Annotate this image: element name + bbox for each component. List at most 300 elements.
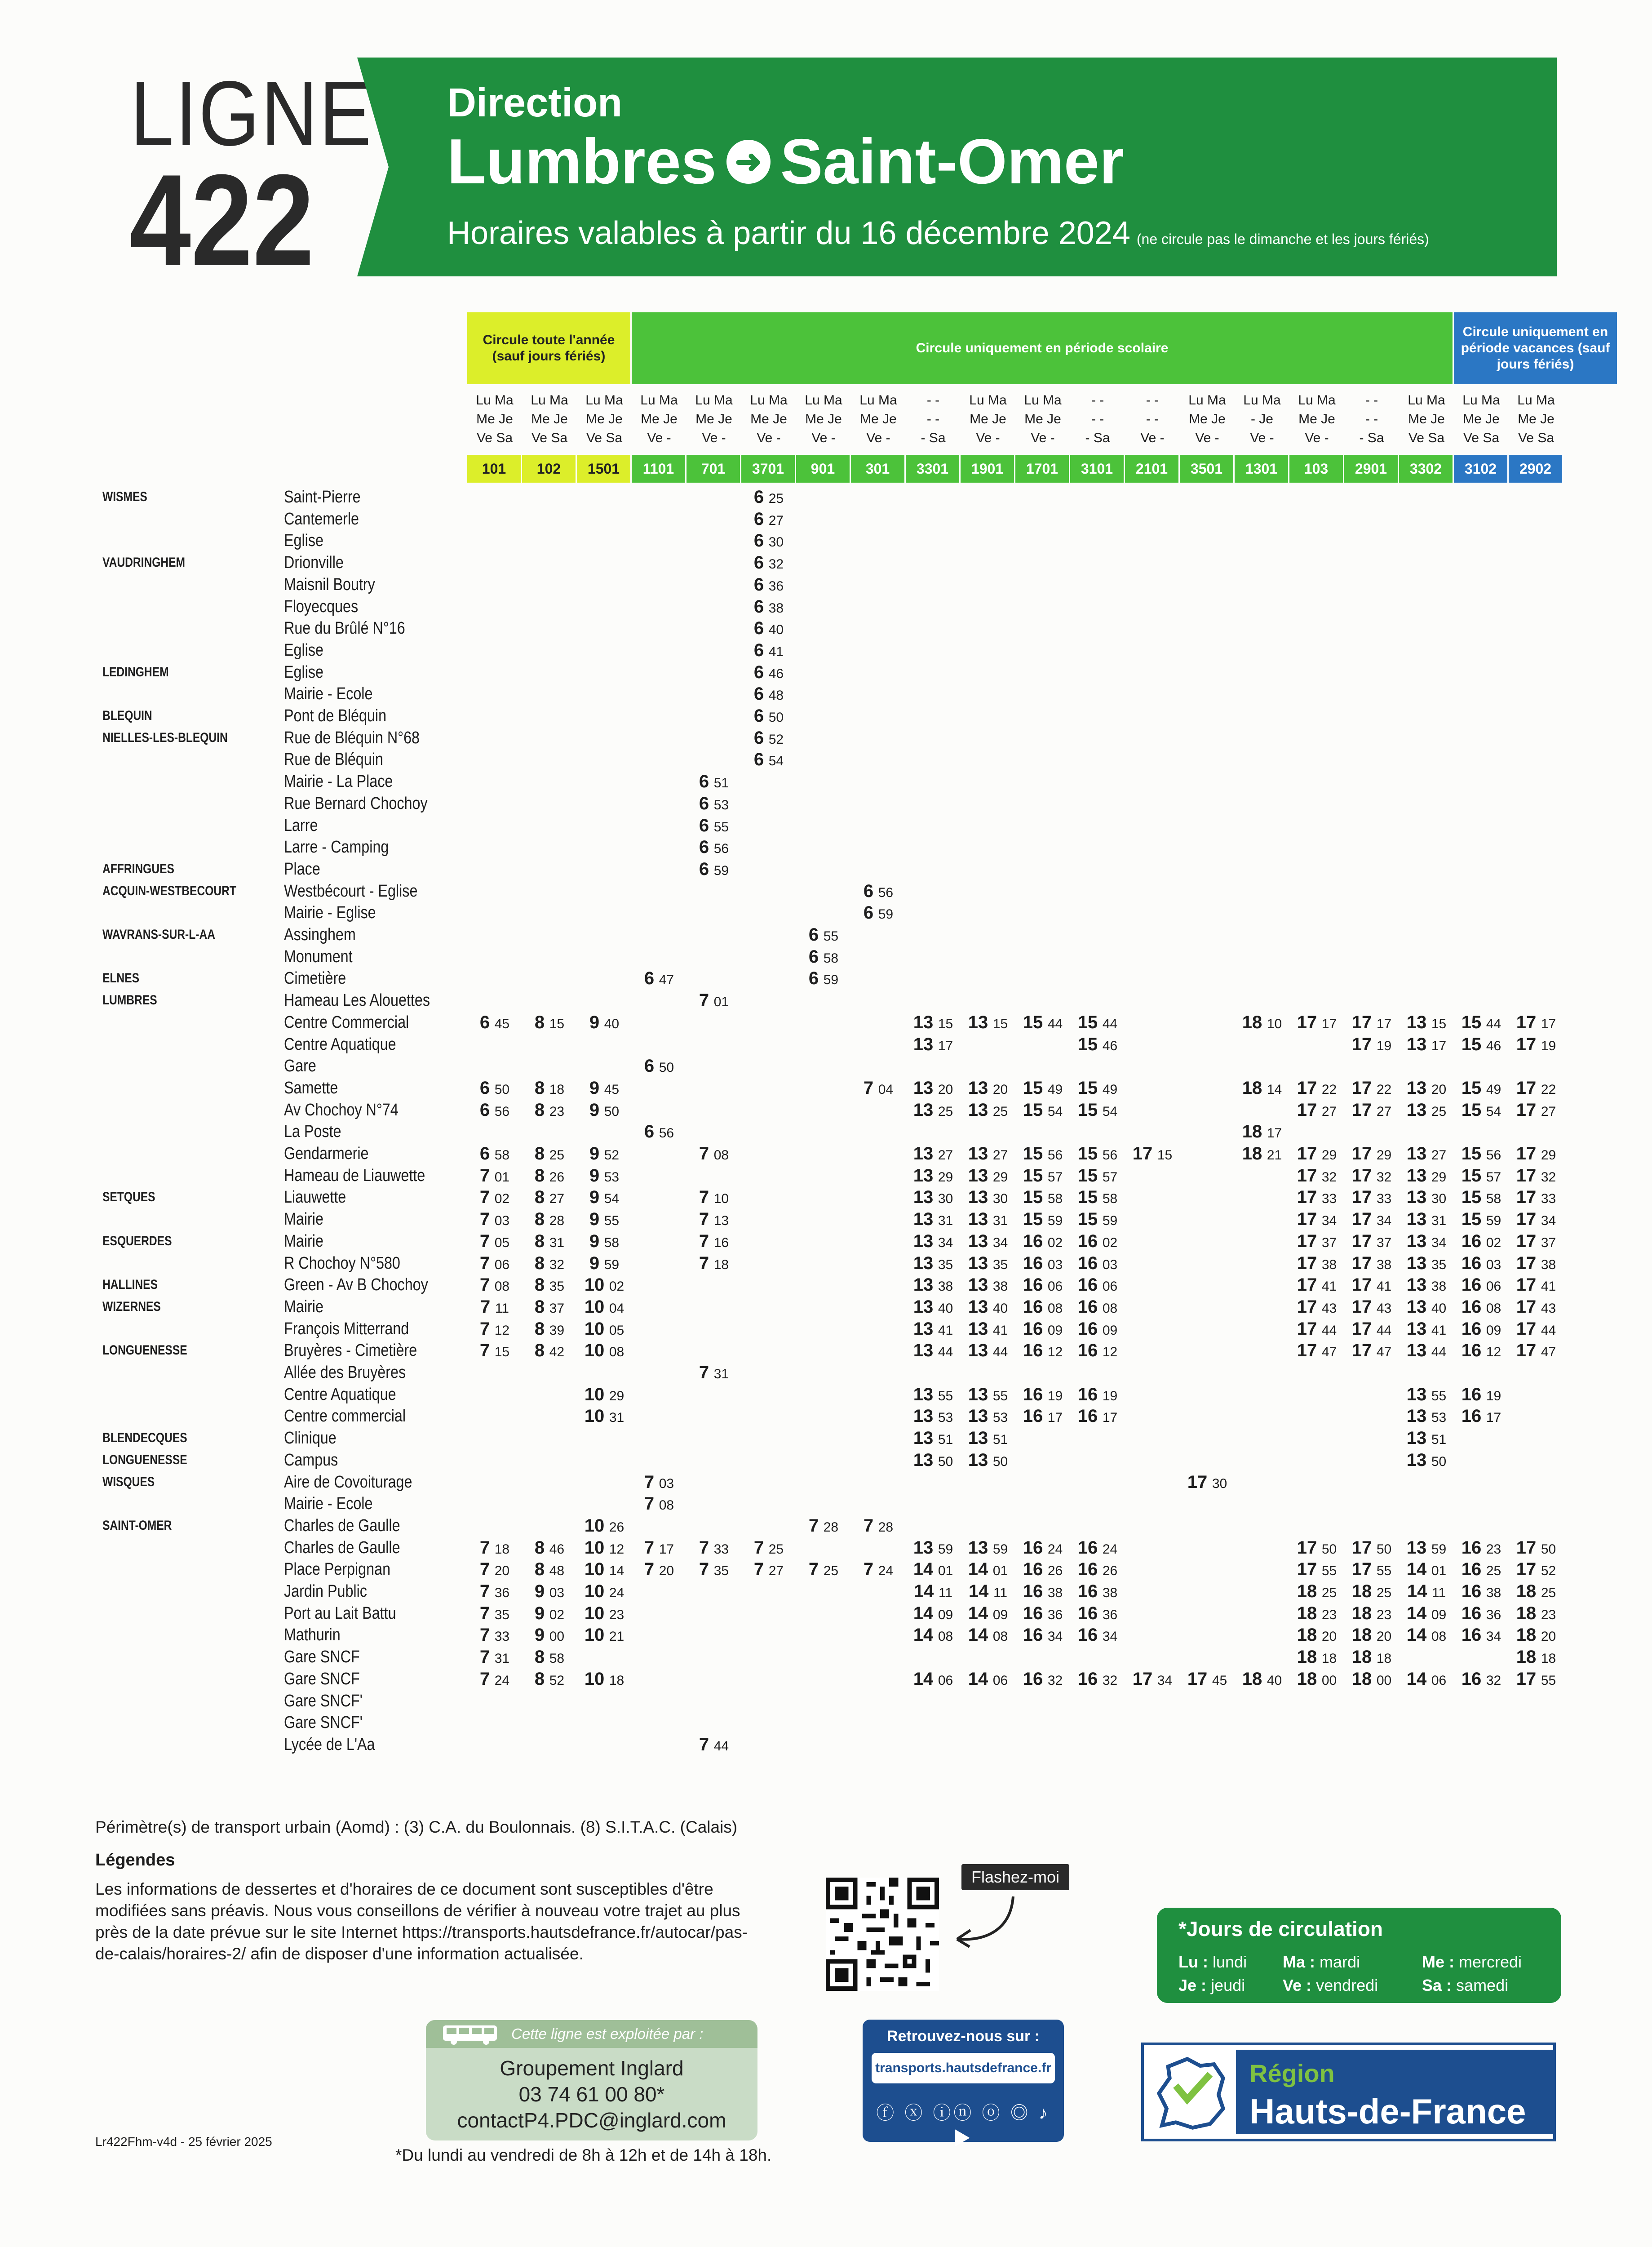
time-cell: 17 22 [1516, 1078, 1556, 1098]
commune-name: WISQUES [102, 1474, 155, 1489]
time-cell: 7 08 [644, 1494, 674, 1514]
time-cell: 9 02 [534, 1603, 565, 1623]
column-number: 103 [1289, 455, 1344, 483]
stop-name: Centre Aquatique [284, 1035, 396, 1054]
time-cell: 10 23 [584, 1603, 624, 1623]
france-map-icon [1153, 2055, 1229, 2132]
time-cell: 16 32 [1023, 1669, 1063, 1689]
time-cell: 17 32 [1297, 1165, 1337, 1186]
perimetre-text: Périmètre(s) de transport urbain (Aomd) : (3) C.A. du Boulonnais. (8) S.I.T.A.C. (Calais) [95, 1818, 738, 1836]
time-cell: 10 04 [584, 1297, 624, 1317]
time-cell: 16 03 [1461, 1253, 1501, 1273]
time-cell: 10 08 [584, 1341, 624, 1361]
time-cell: 8 48 [534, 1559, 565, 1580]
time-cell: 14 06 [913, 1669, 953, 1689]
time-cell: 18 40 [1242, 1669, 1282, 1689]
time-cell: 13 35 [913, 1253, 953, 1273]
time-cell: 17 50 [1516, 1537, 1556, 1558]
column-days: Lu Ma Me Je Ve Sa [1462, 393, 1500, 445]
time-cell: 8 52 [534, 1669, 565, 1689]
time-cell: 17 37 [1351, 1231, 1392, 1251]
commune-name: LONGUENESSE [102, 1452, 187, 1467]
time-cell: 17 43 [1297, 1297, 1337, 1317]
time-cell: 8 23 [534, 1100, 565, 1120]
time-cell: 7 18 [699, 1253, 729, 1273]
time-cell: 17 43 [1516, 1297, 1556, 1317]
time-cell: 16 02 [1023, 1231, 1063, 1251]
jour-name: samedi [1456, 1976, 1509, 1994]
column-number: 3701 [741, 455, 796, 483]
column-days: Lu Ma Me Je Ve - [750, 393, 788, 445]
jour-abbr: Lu : [1178, 1953, 1208, 1971]
time-cell: 7 31 [699, 1363, 729, 1382]
column-days: - - - - Ve - [1140, 393, 1165, 445]
time-cell: 15 56 [1077, 1144, 1118, 1163]
column-days: Lu Ma - Je Ve - [1243, 393, 1281, 445]
time-cell: 6 36 [753, 574, 784, 595]
time-cell: 13 59 [968, 1537, 1008, 1558]
time-cell: 17 44 [1351, 1319, 1392, 1339]
time-cell: 17 41 [1516, 1275, 1556, 1295]
direction-label: Direction [447, 80, 623, 125]
time-cell: 6 50 [479, 1078, 510, 1098]
time-cell: 15 56 [1023, 1144, 1063, 1163]
stop-name: Larre [284, 816, 318, 835]
jour-entry [1283, 1976, 1378, 1995]
time-cell: 17 38 [1297, 1253, 1337, 1273]
stop-name: Mairie - Ecole [284, 1494, 373, 1514]
time-cell: 9 52 [589, 1144, 620, 1163]
time-cell: 16 36 [1077, 1603, 1118, 1623]
stop-name: Eglise [284, 662, 323, 682]
time-cell: 17 17 [1297, 1012, 1337, 1032]
time-cell: 10 05 [584, 1319, 624, 1339]
stop-name: Gare SNCF' [284, 1713, 363, 1732]
time-cell: 13 27 [968, 1144, 1008, 1163]
time-cell: 7 44 [699, 1734, 729, 1754]
time-cell: 6 46 [753, 662, 784, 682]
operator-intro: Cette ligne est exploitée par : [511, 2025, 704, 2042]
stop-name: Eglise [284, 531, 323, 551]
column-days: Lu Ma Me Je Ve Sa [585, 393, 623, 445]
time-cell: 15 44 [1023, 1012, 1063, 1032]
time-cell: 7 31 [479, 1647, 510, 1667]
time-cell: 9 53 [589, 1165, 620, 1186]
time-cell: 9 45 [589, 1078, 620, 1098]
time-cell: 18 14 [1242, 1078, 1282, 1098]
time-cell: 18 20 [1297, 1625, 1337, 1645]
time-cell: 13 31 [968, 1209, 1008, 1230]
time-cell: 6 56 [479, 1100, 510, 1120]
time-cell: 16 09 [1077, 1319, 1118, 1339]
time-cell: 17 37 [1516, 1231, 1556, 1251]
time-cell: 17 41 [1351, 1275, 1392, 1295]
time-cell: 18 17 [1242, 1122, 1282, 1142]
column-days: Lu Ma Me Je Ve - [859, 393, 897, 445]
time-cell: 10 12 [584, 1537, 624, 1558]
time-cell: 16 12 [1461, 1341, 1501, 1361]
column-number: 2101 [1125, 455, 1180, 483]
stop-name: Maisnil Boutry [284, 575, 375, 594]
time-cell: 17 52 [1516, 1559, 1556, 1580]
time-cell: 16 03 [1023, 1253, 1063, 1273]
time-cell: 7 08 [479, 1275, 510, 1295]
time-cell: 18 23 [1516, 1603, 1556, 1623]
time-cell: 9 58 [589, 1231, 620, 1251]
jour-name: lundi [1213, 1953, 1247, 1971]
jour-name: vendredi [1316, 1976, 1378, 1994]
commune-name: ELNES [102, 971, 140, 986]
time-cell: 15 57 [1461, 1165, 1501, 1186]
time-cell: 13 41 [968, 1319, 1008, 1339]
column-days: Lu Ma Me Je Ve - [1024, 393, 1062, 445]
time-cell: 9 55 [589, 1209, 620, 1230]
time-cell: 14 06 [1406, 1669, 1447, 1689]
time-cell: 7 03 [479, 1209, 510, 1230]
service-band-0: Circule toute l'année (sauf jours fériés) [467, 312, 632, 384]
stop-name: Port au Lait Battu [284, 1603, 396, 1623]
time-cell: 16 26 [1023, 1559, 1063, 1580]
jour-entry [1422, 1953, 1522, 1972]
website-link[interactable]: transports.hautsdefrance.fr [872, 2053, 1055, 2083]
time-cell: 7 06 [479, 1253, 510, 1273]
time-cell: 16 09 [1023, 1319, 1063, 1339]
social-title: Retrouvez-nous sur : [886, 2028, 1040, 2045]
time-cell: 7 01 [699, 990, 729, 1011]
stop-name: Rue de Bléquin [284, 750, 383, 769]
commune-name: BLENDECQUES [102, 1430, 187, 1446]
validity-date: Horaires valables à partir du 16 décembre 2024 [447, 215, 1130, 251]
time-cell: 16 25 [1461, 1559, 1501, 1580]
time-cell: 16 12 [1023, 1341, 1063, 1361]
time-cell: 17 32 [1516, 1165, 1556, 1186]
jour-abbr: Me : [1422, 1953, 1454, 1971]
stop-name: Mairie [284, 1231, 323, 1251]
time-cell: 14 01 [1406, 1559, 1447, 1580]
commune-name: LUMBRES [102, 993, 157, 1008]
time-cell: 17 47 [1351, 1341, 1392, 1361]
time-cell: 17 44 [1516, 1319, 1556, 1339]
time-cell: 6 59 [699, 859, 729, 879]
social-box [863, 2020, 1064, 2149]
time-cell: 16 38 [1023, 1581, 1063, 1601]
curved-arrow-icon [952, 1892, 1020, 1950]
time-cell: 16 09 [1461, 1319, 1501, 1339]
time-cell: 13 44 [1406, 1341, 1447, 1361]
line-number: 422 [129, 147, 314, 293]
time-cell: 16 08 [1077, 1297, 1118, 1317]
stop-name: Westbécourt - Eglise [284, 881, 418, 901]
region-logo [1141, 2043, 1556, 2141]
column-days: - - - - - Sa [921, 393, 946, 445]
time-cell: 9 59 [589, 1253, 620, 1273]
jour-abbr: Je : [1178, 1976, 1207, 1994]
jour-name: mardi [1320, 1953, 1360, 1971]
time-cell: 17 44 [1297, 1319, 1337, 1339]
time-cell: 18 25 [1516, 1581, 1556, 1601]
time-cell: 15 54 [1461, 1100, 1501, 1120]
stop-name: Centre commercial [284, 1407, 406, 1426]
time-cell: 13 25 [1406, 1100, 1447, 1120]
time-cell: 18 18 [1297, 1647, 1337, 1667]
time-cell: 10 21 [584, 1625, 624, 1645]
time-cell: 17 33 [1351, 1187, 1392, 1208]
time-cell: 7 25 [808, 1559, 839, 1580]
time-cell: 13 31 [913, 1209, 953, 1230]
time-cell: 14 11 [968, 1581, 1008, 1601]
time-cell: 13 55 [968, 1384, 1008, 1404]
line-label: LIGNE [130, 62, 373, 165]
time-cell: 7 33 [699, 1537, 729, 1558]
jours-title: *Jours de circulation [1178, 1917, 1383, 1941]
stop-name: Clinique [284, 1429, 337, 1448]
time-cell: 6 45 [479, 1012, 510, 1032]
stop-name: Rue Bernard Chochoy [284, 794, 428, 813]
time-cell: 16 26 [1077, 1559, 1118, 1580]
time-cell: 6 55 [808, 925, 839, 945]
time-cell: 17 30 [1187, 1472, 1227, 1492]
jour-abbr: Sa : [1422, 1976, 1452, 1994]
column-days: Lu Ma Me Je Ve Sa [476, 393, 514, 445]
time-cell: 6 54 [753, 750, 784, 770]
column-days: Lu Ma Me Je Ve - [805, 393, 842, 445]
hours-note: *Du lundi au vendredi de 8h à 12h et de 14h à 18h. [395, 2146, 772, 2164]
time-cell: 6 59 [863, 903, 894, 923]
column-number: 3301 [906, 455, 961, 483]
time-cell: 16 06 [1023, 1275, 1063, 1295]
time-cell: 15 49 [1077, 1078, 1118, 1098]
time-cell: 13 40 [968, 1297, 1008, 1317]
time-cell: 13 53 [968, 1406, 1008, 1426]
time-cell: 13 50 [968, 1450, 1008, 1470]
time-cell: 16 17 [1077, 1406, 1118, 1426]
time-cell: 13 27 [1406, 1144, 1447, 1163]
time-cell: 7 11 [480, 1297, 509, 1317]
time-cell: 13 38 [913, 1275, 953, 1295]
time-cell: 16 02 [1077, 1231, 1118, 1251]
time-cell: 17 27 [1351, 1100, 1392, 1120]
time-cell: 10 02 [584, 1275, 624, 1295]
time-cell: 17 55 [1351, 1559, 1392, 1580]
time-cell: 13 51 [968, 1428, 1008, 1448]
column-number: 102 [522, 455, 577, 483]
time-cell: 10 18 [584, 1669, 624, 1689]
commune-name: SAINT-OMER [102, 1518, 172, 1533]
time-cell: 7 12 [479, 1319, 510, 1339]
time-cell: 10 31 [584, 1406, 624, 1426]
time-cell: 13 25 [968, 1100, 1008, 1120]
legendes-title: Légendes [95, 1851, 175, 1870]
stop-name: Place Perpignan [284, 1560, 391, 1579]
jour-abbr: Ma : [1283, 1953, 1315, 1971]
operator-box [426, 2020, 757, 2140]
time-cell: 17 50 [1351, 1537, 1392, 1558]
time-cell: 15 54 [1077, 1100, 1118, 1120]
time-cell: 17 34 [1351, 1209, 1392, 1230]
operator-name: Groupement Inglard [500, 2056, 684, 2080]
time-cell: 13 55 [1406, 1384, 1447, 1404]
time-cell: 17 38 [1516, 1253, 1556, 1273]
time-cell: 15 49 [1461, 1078, 1501, 1098]
qr-code-icon[interactable] [826, 1878, 939, 1991]
validity-note: (ne circule pas le dimanche et les jours fériés) [1136, 231, 1429, 247]
time-cell: 16 19 [1461, 1384, 1501, 1404]
time-cell: 7 04 [863, 1078, 894, 1098]
time-cell: 6 53 [699, 793, 729, 813]
time-cell: 13 51 [1406, 1428, 1447, 1448]
time-cell: 17 45 [1187, 1669, 1227, 1689]
time-cell: 15 59 [1023, 1209, 1063, 1230]
time-cell: 17 47 [1297, 1341, 1337, 1361]
time-cell: 8 26 [534, 1165, 565, 1186]
time-cell: 13 38 [968, 1275, 1008, 1295]
time-cell: 10 29 [584, 1384, 624, 1404]
time-cell: 16 32 [1461, 1669, 1501, 1689]
time-cell: 8 31 [534, 1231, 565, 1251]
time-cell: 13 34 [913, 1231, 953, 1251]
time-cell: 14 09 [968, 1603, 1008, 1623]
time-cell: 13 40 [913, 1297, 953, 1317]
column-days: Lu Ma Me Je Ve Sa [1517, 393, 1555, 445]
time-cell: 17 33 [1297, 1187, 1337, 1208]
time-cell: 13 27 [913, 1144, 953, 1163]
stop-name: François Mitterrand [284, 1319, 409, 1338]
time-cell: 17 22 [1351, 1078, 1392, 1098]
time-cell: 16 24 [1077, 1537, 1118, 1558]
commune-name: LONGUENESSE [102, 1343, 187, 1358]
time-cell: 17 33 [1516, 1187, 1556, 1208]
time-cell: 7 24 [863, 1559, 894, 1580]
time-cell: 13 30 [968, 1187, 1008, 1208]
time-cell: 16 24 [1023, 1537, 1063, 1558]
time-cell: 7 28 [808, 1515, 839, 1536]
column-number: 2902 [1509, 455, 1563, 483]
time-cell: 13 50 [913, 1450, 953, 1470]
column-days: Lu Ma Me Je Ve Sa [531, 393, 568, 445]
stop-name: Green - Av B Chochoy [284, 1275, 428, 1295]
time-cell: 14 01 [968, 1559, 1008, 1580]
time-cell: 17 34 [1132, 1669, 1173, 1689]
operator-email[interactable]: contactP4.PDC@inglard.com [457, 2109, 726, 2132]
stop-name: Centre Aquatique [284, 1385, 396, 1404]
jour-entry [1178, 1953, 1247, 1972]
time-cell: 18 00 [1351, 1669, 1392, 1689]
column-number: 1501 [577, 455, 632, 483]
time-cell: 14 09 [1406, 1603, 1447, 1623]
time-cell: 13 41 [913, 1319, 953, 1339]
column-number: 3501 [1180, 455, 1235, 483]
time-cell: 6 50 [644, 1056, 674, 1076]
stop-name: Centre Commercial [284, 1012, 409, 1032]
time-cell: 15 54 [1023, 1100, 1063, 1120]
column-number: 901 [796, 455, 851, 483]
time-cell: 13 29 [913, 1165, 953, 1186]
stop-name: R Chochoy N°580 [284, 1253, 400, 1273]
time-cell: 6 56 [863, 881, 894, 901]
time-cell: 8 42 [534, 1341, 565, 1361]
time-cell: 15 46 [1461, 1034, 1501, 1054]
time-cell: 15 46 [1077, 1034, 1118, 1054]
time-cell: 6 48 [753, 684, 784, 704]
stop-name: Campus [284, 1450, 338, 1470]
time-cell: 6 41 [753, 640, 784, 660]
time-cell: 9 00 [534, 1625, 565, 1645]
time-cell: 6 51 [699, 772, 729, 792]
column-days: Lu Ma Me Je Ve - [640, 393, 678, 445]
time-cell: 6 32 [753, 553, 784, 573]
time-cell: 7 20 [479, 1559, 510, 1580]
time-cell: 16 06 [1461, 1275, 1501, 1295]
time-cell: 14 06 [968, 1669, 1008, 1689]
time-cell: 15 59 [1461, 1209, 1501, 1230]
time-cell: 17 55 [1516, 1669, 1556, 1689]
time-cell: 6 56 [644, 1122, 674, 1142]
stop-name: Charles de Gaulle [284, 1538, 400, 1557]
time-cell: 13 35 [968, 1253, 1008, 1273]
social-icons[interactable]: ⓕ ⓧ ⓘⓝ ⓞ ◎ ♪ ▶ [876, 2103, 1050, 2149]
time-cell: 17 34 [1516, 1209, 1556, 1230]
time-cell: 16 19 [1077, 1384, 1118, 1404]
time-cell: 9 40 [589, 1012, 620, 1032]
time-cell: 6 56 [699, 837, 729, 857]
column-days: - - - - - Sa [1085, 393, 1110, 445]
time-cell: 7 35 [479, 1603, 510, 1623]
time-cell: 8 27 [534, 1187, 565, 1208]
column-number: 701 [686, 455, 741, 483]
time-cell: 10 24 [584, 1581, 624, 1601]
time-cell: 7 08 [699, 1144, 729, 1163]
time-cell: 17 50 [1297, 1537, 1337, 1558]
time-cell: 6 27 [753, 509, 784, 529]
stop-name: Samette [284, 1078, 338, 1097]
time-cell: 9 03 [534, 1581, 565, 1601]
stop-name: Allée des Bruyères [284, 1363, 406, 1382]
time-cell: 17 29 [1516, 1144, 1556, 1163]
time-cell: 17 29 [1297, 1144, 1337, 1163]
column-number: 1301 [1235, 455, 1289, 483]
time-cell: 8 46 [534, 1537, 565, 1558]
time-cell: 7 24 [479, 1669, 510, 1689]
time-cell: 18 18 [1516, 1647, 1556, 1667]
commune-name: WISMES [102, 489, 147, 504]
time-cell: 15 57 [1077, 1165, 1118, 1186]
time-cell: 15 58 [1023, 1187, 1063, 1208]
time-cell: 7 20 [644, 1559, 674, 1580]
time-cell: 8 39 [534, 1319, 565, 1339]
time-cell: 13 30 [913, 1187, 953, 1208]
time-cell: 15 44 [1077, 1012, 1118, 1032]
time-cell: 13 50 [1406, 1450, 1447, 1470]
time-cell: 13 59 [913, 1537, 953, 1558]
time-cell: 13 41 [1406, 1319, 1447, 1339]
time-cell: 16 34 [1077, 1625, 1118, 1645]
time-cell: 8 28 [534, 1209, 565, 1230]
time-cell: 10 26 [584, 1515, 624, 1536]
time-cell: 9 54 [589, 1187, 620, 1208]
time-cell: 7 03 [644, 1472, 674, 1492]
time-cell: 18 25 [1351, 1581, 1392, 1601]
column-number: 101 [467, 455, 522, 483]
stop-name: Aire de Covoiturage [284, 1472, 412, 1492]
time-cell: 8 15 [534, 1012, 565, 1032]
stop-name: Cimetière [284, 969, 346, 988]
time-cell: 16 23 [1461, 1537, 1501, 1558]
operator-phone[interactable]: 03 74 61 00 80* [518, 2083, 665, 2106]
time-cell: 13 44 [913, 1341, 953, 1361]
time-cell: 16 17 [1023, 1406, 1063, 1426]
time-cell: 14 01 [913, 1559, 953, 1580]
column-days: Lu Ma Me Je Ve - [969, 393, 1007, 445]
